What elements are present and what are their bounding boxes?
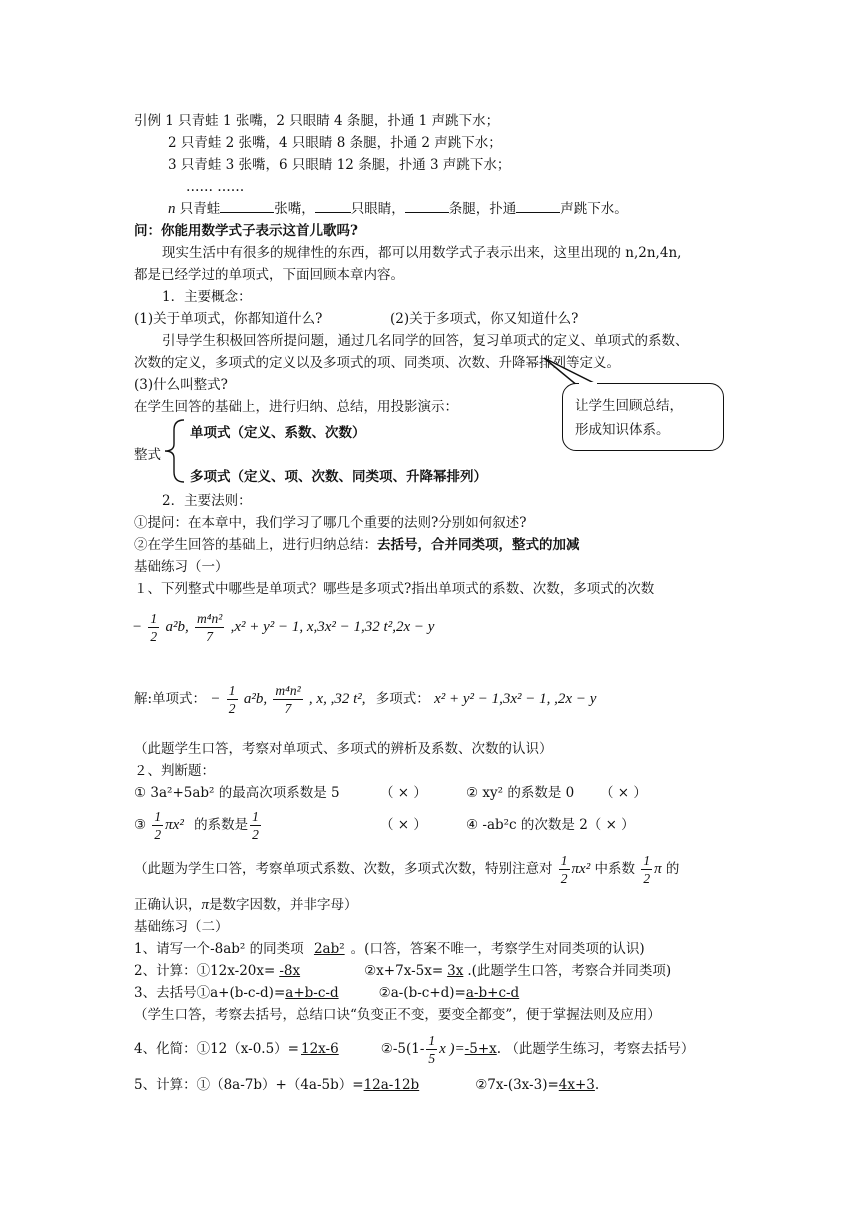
- judge-note-frac-2-den: 2: [643, 871, 651, 886]
- judge-note-frac-2-num: 1: [643, 853, 651, 868]
- e4-text-a: 4、化简：①12（x-0.5）=: [134, 1041, 299, 1057]
- poly-label: 多项式：: [375, 691, 430, 707]
- judge-note-text-d: 正确认识，: [134, 897, 202, 913]
- e5-answer-1: 12a-12b: [363, 1077, 420, 1093]
- frac-den-7: 7: [206, 629, 214, 644]
- judge-3-num: ③: [134, 817, 147, 833]
- callout-text: [575, 394, 683, 442]
- e5-text-a: 5、计算：①（8a-7b）+（4a-5b）=: [134, 1077, 364, 1093]
- solution-line: [134, 682, 596, 717]
- judge-note-1: [134, 852, 679, 887]
- n-text-2: 张嘴，: [274, 201, 315, 217]
- e5-dot: .: [594, 1077, 600, 1093]
- e2-text-a: 2、计算：①12x-20x=: [134, 963, 276, 979]
- frac-den-2: 2: [228, 701, 236, 716]
- exercise-2-4: [134, 1032, 694, 1067]
- frac-den: 2: [150, 629, 158, 644]
- e2-note: .(此题学生口答，考察合并同类项): [467, 963, 672, 979]
- judge-3-frac-b-num: 1: [252, 809, 259, 824]
- minus-sign: −: [132, 619, 143, 635]
- frac-num-m4n2: m⁴n²: [197, 611, 223, 626]
- e2-answer-2: 3x: [447, 963, 464, 979]
- paragraph-2b: 次数的定义，多项式的定义以及多项式的项、同类项、次数、升降幂排列等定义。: [134, 355, 620, 371]
- rule-1: ①提问：在本章中，我们学习了哪几个重要的法则?分别如何叙述?: [134, 515, 527, 531]
- e1-text: 1、请写一个-8ab² 的同类项: [134, 941, 304, 957]
- question-2: (2)关于多项式，你又知道什么?: [390, 311, 579, 327]
- n-text-1: 只青蛙: [179, 201, 221, 217]
- judge-2-answer: （ × ）: [600, 785, 647, 801]
- rule-2-text: ②在学生回答的基础上，进行归纳总结：: [134, 537, 377, 553]
- exercise-1-note: （此题学生口答，考察对单项式、多项式的辨析及系数、次数的认识）: [134, 741, 553, 757]
- fraction-m4n2: [195, 610, 224, 645]
- judge-3-frac-b-den: 2: [252, 827, 259, 842]
- judge-note-text-c: 的: [665, 861, 680, 877]
- judge-note-frac-1-den: 2: [560, 871, 568, 886]
- solution-label: 解:单项式：: [134, 691, 207, 707]
- judge-title: ２、判断题：: [134, 763, 215, 779]
- frac-num: 1: [150, 611, 158, 626]
- judge-note-text-b: 中系数: [594, 861, 636, 877]
- term-a2b: a²b,: [165, 619, 189, 635]
- exercise-1-question: １、下列整式中哪些是单项式？哪些是多项式?指出单项式的系数、次数，多项式的次数: [134, 581, 655, 597]
- judge-3: [134, 808, 263, 843]
- judge-3-frac: [152, 808, 163, 843]
- term-a2b-2: a²b,: [243, 691, 268, 707]
- callout-line-2: 形成知识体系。: [575, 422, 670, 438]
- e4-frac-den: 5: [428, 1051, 436, 1066]
- judge-note-pi: π: [654, 861, 662, 877]
- n-variable: n: [168, 201, 176, 217]
- callout-box: [562, 383, 724, 451]
- intro-line-3: 3 只青蛙 3 张嘴，6 只眼睛 12 条腿，扑通 3 声跳下水；: [168, 157, 511, 173]
- judge-3-pix: πx²: [165, 817, 184, 833]
- frac-den-7-2: 7: [284, 701, 292, 716]
- judge-note-text-e: 是数字因数，并非字母）: [209, 897, 358, 913]
- exercise-2-5: [134, 1076, 599, 1094]
- concepts-title: 1．主要概念：: [162, 289, 252, 305]
- e3-answer-1: a+b-c-d: [285, 985, 339, 1001]
- e4-text-b: ②-5(1-: [380, 1041, 425, 1057]
- judge-note-2: [134, 896, 358, 914]
- e2-answer-1: -8x: [279, 963, 301, 979]
- e1-note: 。(口答，答案不唯一，考察学生对同类项的认识): [350, 941, 645, 957]
- n-text-5: 声跳下水。: [560, 201, 628, 217]
- e3-text-a: 3、去括号①a+(b-c-d)=: [134, 985, 286, 1001]
- judge-4: ④ -ab²c 的次数是 2（ × ）: [466, 817, 635, 833]
- judge-3-text: 的系数是: [194, 817, 249, 833]
- exercise-2-3-note: （学生口答，考察去括号，总结口诀“负变正不变，要变全都变”，便于掌握法则及应用）: [134, 1007, 661, 1023]
- e4-note: . （此题学生练习，考察去括号）: [496, 1041, 695, 1057]
- fraction-half: [148, 610, 159, 645]
- judge-note-pi-2: π: [201, 897, 210, 913]
- brace-top: 单项式（定义、系数、次数）: [190, 425, 366, 441]
- e4-answer-1: 12x-6: [301, 1041, 339, 1057]
- intro-dots: …… ……: [186, 179, 245, 195]
- judge-3-answer: （ × ）: [380, 817, 427, 833]
- exercise-2-2: [134, 962, 671, 980]
- exercise-1-title: 基础练习（一）: [134, 559, 229, 575]
- rule-2: [134, 536, 580, 554]
- frac-num-m4n2-2: m⁴n²: [275, 683, 301, 698]
- judge-1: ① 3a²+5ab² 的最高次项系数是 5: [134, 785, 340, 801]
- paragraph-3: 在学生回答的基础上，进行归纳、总结，用投影演示：: [134, 399, 458, 415]
- e4-x: x )=: [439, 1041, 465, 1057]
- fraction-half-2: [227, 682, 238, 717]
- exercise-2-1: [134, 940, 645, 958]
- term-list: ,x² + y² − 1, x,3x² − 1,32 t²,2x − y: [230, 619, 435, 635]
- minus-sign-2: −: [210, 691, 221, 707]
- poly-terms: x² + y² − 1,3x² − 1, ,2x − y: [434, 691, 597, 707]
- brace-bottom: 多项式（定义、项、次数、同类项、升降幂排列）: [190, 469, 487, 485]
- question-1: (1)关于单项式，你都知道什么?: [134, 311, 323, 327]
- brace-icon: [160, 418, 190, 484]
- solution-terms: , x, ,32 t²,: [308, 691, 366, 707]
- exercise-2-3: [134, 984, 519, 1002]
- judge-note-frac-1: [559, 852, 570, 887]
- judge-note-pix: πx²: [571, 861, 591, 877]
- judge-3-frac-den: 2: [154, 827, 162, 842]
- n-text-3: 只眼睛，: [350, 201, 405, 217]
- formula-list: [132, 610, 434, 645]
- callout-line-1: 让学生回顾总结，: [575, 398, 683, 414]
- intro-line-1: 引例 1 只青蛙 1 张嘴，2 只眼睛 4 条腿，扑通 1 声跳下水；: [134, 113, 500, 129]
- intro-line-2: 2 只青蛙 2 张嘴，4 只眼睛 8 条腿，扑通 2 声跳下水；: [168, 135, 502, 151]
- judge-note-frac-2: [641, 852, 652, 887]
- judge-3-frac-b: [250, 808, 261, 843]
- judge-1-answer: （ × ）: [380, 785, 427, 801]
- paragraph-1a: 现实生活中有很多的规律性的东西，都可以用数学式子表示出来，这里出现的 n,2n,4n,: [162, 245, 682, 261]
- brace-label: 整式: [134, 447, 161, 463]
- e5-answer-2: 4x+3: [558, 1077, 595, 1093]
- judge-3-frac-num: 1: [154, 809, 162, 824]
- fraction-m4n2-2: [273, 682, 302, 717]
- question: 问：你能用数学式子表示这首儿歌吗?: [134, 223, 358, 239]
- question-3: (3)什么叫整式?: [134, 377, 228, 393]
- rule-2-bold: 去括号，合并同类项，整式的加减: [377, 537, 580, 553]
- e1-answer: 2ab²: [313, 941, 345, 957]
- judge-2: ② xy² 的系数是 0: [466, 785, 575, 801]
- paragraph-2a: 引导学生积极回答所提问题，通过几名同学的回答，复习单项式的定义、单项式的系数、: [162, 333, 689, 349]
- rules-title: 2．主要法则：: [162, 493, 252, 509]
- n-text-4: 条腿，扑通: [448, 201, 517, 217]
- paragraph-1b: 都是已经学过的单项式，下面回顾本章内容。: [134, 267, 404, 283]
- frac-num-2: 1: [228, 683, 236, 698]
- e2-text-b: ②x+7x-5x=: [364, 963, 444, 979]
- judge-note-text-a: （此题为学生口答，考察单项式系数、次数，多项式次数，特别注意对: [134, 861, 553, 877]
- e3-text-b: ②a-(b-c+d)=: [378, 985, 466, 1001]
- judge-note-frac-1-num: 1: [560, 853, 568, 868]
- e5-text-b: ②7x-(3x-3)=: [475, 1077, 559, 1093]
- e4-frac-num: 1: [428, 1033, 436, 1048]
- e3-answer-2: a-b+c-d: [465, 985, 520, 1001]
- exercise-2-title: 基础练习（二）: [134, 919, 229, 935]
- e4-answer-2: -5+x: [464, 1041, 497, 1057]
- e4-frac: [426, 1032, 437, 1067]
